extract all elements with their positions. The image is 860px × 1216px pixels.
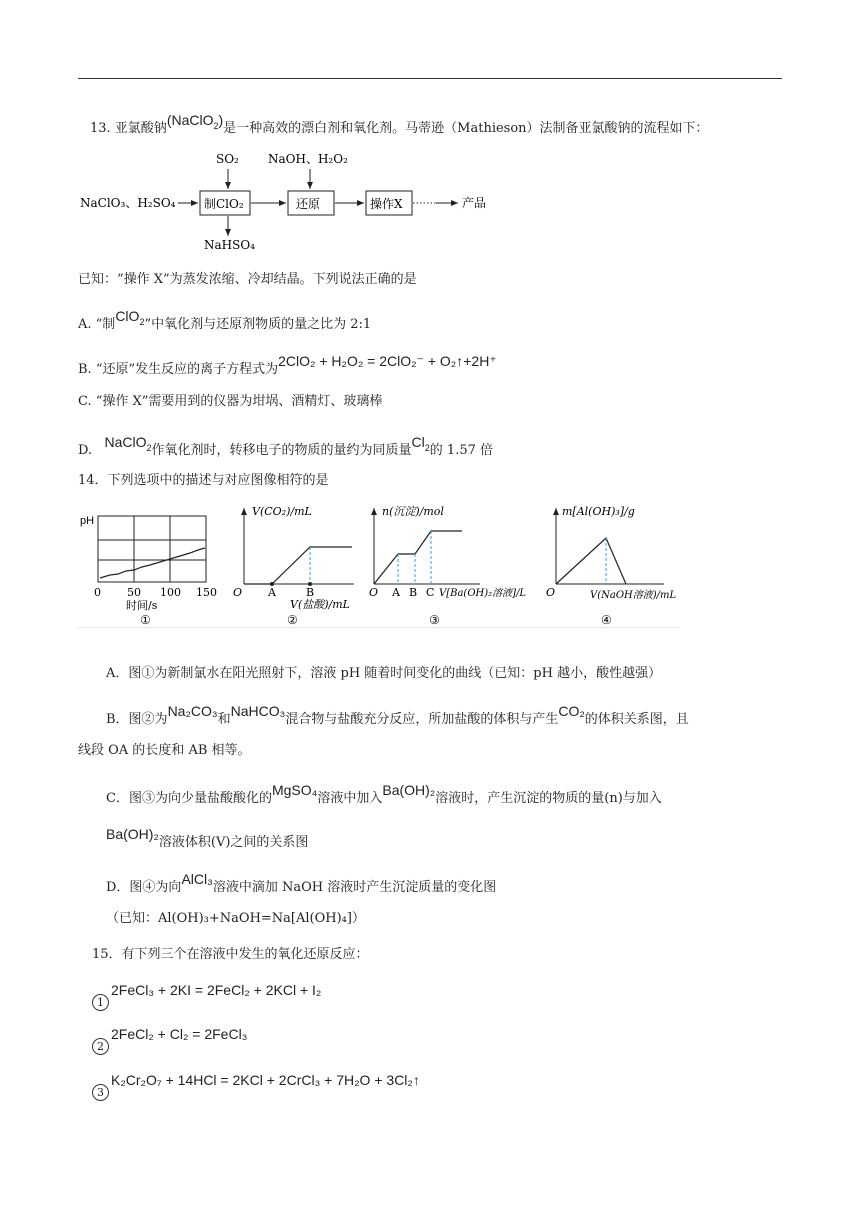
baoh2-formula: Ba(OH)₂ <box>382 782 436 798</box>
g1-tick-0: 0 <box>94 586 101 599</box>
q14-stem: 14．下列选项中的描述与对应图像相符的是 <box>78 473 329 488</box>
q13-stem: 13. 亚氯酸钠(NaClO$_2$)是一种高效的漂白剂和氧化剂。马蒂逊（Mathieson）法制备亚氯酸钠的流程如下： <box>90 112 709 136</box>
g4-xlabel: V(NaOH溶液)/mL <box>590 590 677 601</box>
q14-option-c: C．图③为向少量盐酸酸化的MgSO₄溶液中加入Ba(OH)₂溶液时，产生沉淀的物质的量(n)与加入 <box>106 782 662 806</box>
g2-xlabel: V(盐酸)/mL <box>290 598 350 611</box>
g3-ylabel: n(沉淀)/mol <box>382 505 444 518</box>
g1-tick-100: 100 <box>160 586 181 599</box>
q13-option-c: C. “操作 X”需要用到的仪器为坩埚、酒精灯、玻璃棒 <box>78 394 383 409</box>
flow-naoh-label: NaOH、H₂O₂ <box>268 152 348 166</box>
q14-option-d: D．图④为向AlCl₃溶液中滴加 NaOH 溶液时产生沉淀质量的变化图 <box>106 871 497 895</box>
header-rule <box>78 78 782 79</box>
co2-formula: CO₂ <box>558 703 585 719</box>
g4-ylabel: m[Al(OH)₃]/g <box>562 505 635 518</box>
flow-so2-label: SO₂ <box>216 152 239 166</box>
g1-ylabel: pH <box>80 515 95 527</box>
g2-co2-line <box>244 547 352 584</box>
q13-option-d: D. NaClO$_2$作氧化剂时，转移电子的物质的量约为同质量$Cl_2$的 1.57 倍 <box>78 434 494 458</box>
alcl3-formula: AlCl₃ <box>181 871 213 887</box>
g3-origin: O <box>369 586 379 599</box>
flow-input-label: NaClO₃、H₂SO₄ <box>80 196 176 210</box>
q13-known: 已知：“操作 X”为蒸发浓缩、冷却结晶。下列说法正确的是 <box>78 272 417 287</box>
flow-box3-label: 操作X <box>370 197 403 211</box>
reaction-number-3: 3 <box>92 1084 109 1101</box>
q15-reaction-2: 22FeCl₂ + Cl₂ = 2FeCl₃ <box>92 1032 247 1052</box>
q14-option-c-line2: Ba(OH)₂溶液体积(V)之间的关系图 <box>106 826 309 850</box>
naclo2-formula-d: NaClO$_2$ <box>104 434 152 453</box>
g1-xlabel: 时间/s <box>126 599 158 612</box>
g2-ylabel: V(CO₂)/mL <box>252 505 312 518</box>
na2co3-formula: Na₂CO₃ <box>167 703 218 719</box>
q15-reaction-3: 3K₂Cr₂O₇ + 14HCl = 2KCl + 2CrCl₃ + 7H₂O + 3Cl₂↑ <box>92 1078 420 1098</box>
nahco3-formula: NaHCO₃ <box>230 703 286 719</box>
g1-tick-50: 50 <box>127 586 141 599</box>
q14-option-a: A．图①为新制氯水在阳光照射下，溶液 pH 随着时间变化的曲线（已知：pH 越小，酸性越强） <box>106 666 662 681</box>
g4-mass-line <box>556 538 626 584</box>
q15-reaction-1: 12FeCl₃ + 2KI = 2FeCl₂ + 2KCl + I₂ <box>92 988 321 1008</box>
q13-flow-diagram <box>0 145 860 265</box>
g4-origin: O <box>546 586 556 599</box>
g3-number: ③ <box>429 613 440 627</box>
q13-option-b: B. “还原”发生反应的离子方程式为2ClO₂ + H₂O₂ = 2ClO₂⁻ + O₂↑+2H⁺ <box>78 353 497 377</box>
flow-box1-label: 制ClO₂ <box>204 197 244 211</box>
g2-number: ② <box>287 613 298 627</box>
q14-option-b-line2: 线段 OA 的长度和 AB 相等。 <box>78 743 251 758</box>
cl2-formula: $Cl_2$ <box>411 434 430 453</box>
clo2-formula: ClO$_2$ <box>115 308 145 327</box>
g2-point-b: B <box>306 586 315 599</box>
g2-point-a: A <box>268 586 276 599</box>
reaction-number-1: 1 <box>92 994 109 1011</box>
mgso4-formula: MgSO₄ <box>271 782 318 798</box>
flow-nahso4-label: NaHSO₄ <box>204 238 255 252</box>
g1-number: ① <box>140 613 151 627</box>
naclo2-formula: (NaClO$_2$) <box>166 112 224 131</box>
g3-point-a: A <box>392 586 400 599</box>
reduction-equation: 2ClO₂ + H₂O₂ = 2ClO₂⁻ + O₂↑+2H⁺ <box>278 353 497 369</box>
g1-tick-150: 150 <box>196 586 217 599</box>
q13-option-a: A. “制ClO$_2$”中氧化剂与还原剂物质的量之比为 2:1 <box>78 308 372 332</box>
g1-ph-curve <box>100 548 205 578</box>
g1-frame <box>98 516 206 582</box>
g3-point-b: B <box>409 586 418 599</box>
q14-option-d-note: （已知：Al(OH)₃+NaOH=Na[Al(OH)₄]） <box>106 911 365 926</box>
g3-xlabel: V[Ba(OH)₂溶液]/L <box>439 588 527 599</box>
baoh2-formula-2: Ba(OH)₂ <box>106 826 159 842</box>
g3-point-c: C <box>426 586 435 599</box>
q15-stem: 15．有下列三个在溶液中发生的氧化还原反应： <box>92 947 369 962</box>
q14-graphs <box>0 498 860 628</box>
g2-origin: O <box>233 586 243 599</box>
g3-precip-line <box>374 531 462 584</box>
reaction-number-2: 2 <box>92 1038 109 1055</box>
q14-option-b: B．图②为Na₂CO₃和NaHCO₃混合物与盐酸充分反应，所加盐酸的体积与产生CO₂的体积关系图，且 <box>106 703 689 727</box>
flow-output-label: 产品 <box>462 196 487 210</box>
flow-box2-label: 还原 <box>296 197 321 211</box>
g4-number: ④ <box>601 613 612 627</box>
